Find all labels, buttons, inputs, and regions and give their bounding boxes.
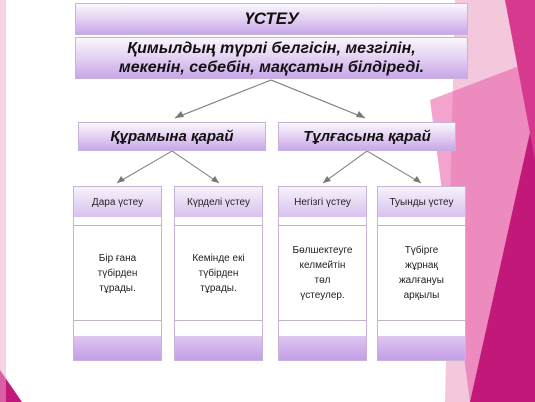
definition-text: Қимылдың түрлі белгісін, мезгілін, мекенін, себебін, мақсатын білдіреді. bbox=[118, 40, 425, 76]
arrowhead-right-branch bbox=[356, 111, 365, 118]
column-simple-adverb bbox=[73, 186, 162, 361]
column-derived-adverb bbox=[377, 186, 466, 361]
diagram-title: ҮСТЕУ bbox=[75, 3, 468, 35]
arrowhead-col-2 bbox=[211, 176, 219, 183]
arrowhead-col-4 bbox=[413, 176, 421, 183]
arrowhead-col-3 bbox=[323, 176, 331, 183]
column-heading: Негізгі үстеу bbox=[279, 187, 366, 217]
column-heading: Дара үстеу bbox=[74, 187, 161, 217]
branch-by-form: Тұлғасына қарай bbox=[278, 122, 456, 151]
column-footer-bar bbox=[378, 336, 465, 360]
column-compound-adverb bbox=[174, 186, 263, 361]
column-heading: Туынды үстеу bbox=[378, 187, 465, 217]
arrow-to-col-3 bbox=[323, 151, 367, 183]
column-root-adverb bbox=[278, 186, 367, 361]
arrow-to-col-2 bbox=[172, 151, 219, 183]
arrow-to-left-branch bbox=[175, 80, 271, 118]
column-footer-bar bbox=[175, 336, 262, 360]
column-heading: Күрделі үстеу bbox=[175, 187, 262, 217]
arrow-to-col-1 bbox=[117, 151, 172, 183]
arrowhead-left-branch bbox=[175, 111, 184, 118]
arrow-to-col-4 bbox=[367, 151, 421, 183]
column-description: Түбірге жұрнақ жалғануы арқылы bbox=[378, 225, 465, 321]
column-description: Бөлшектеуге келмейтін төл үстеулер. bbox=[279, 225, 366, 321]
definition-box bbox=[75, 37, 468, 79]
branch-by-composition: Құрамына қарай bbox=[78, 122, 266, 151]
column-footer-bar bbox=[279, 336, 366, 360]
column-footer-bar bbox=[74, 336, 161, 360]
left-edge-stripe bbox=[0, 0, 6, 402]
arrow-to-right-branch bbox=[271, 80, 365, 118]
column-description: Бір ғана түбірден тұрады. bbox=[74, 225, 161, 321]
column-description: Кемінде екі түбірден тұрады. bbox=[175, 225, 262, 321]
